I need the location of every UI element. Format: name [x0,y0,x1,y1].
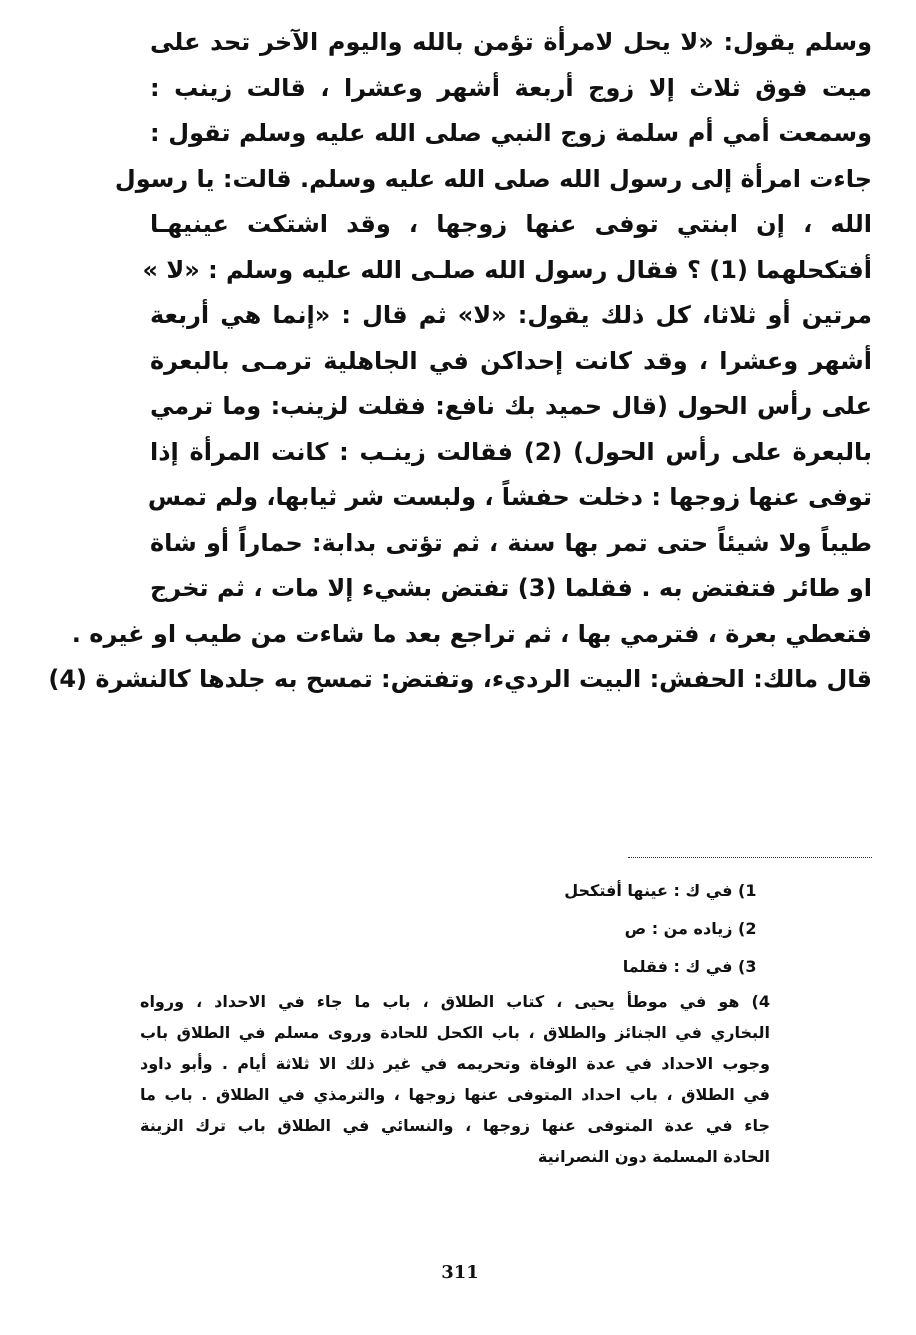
footnote-2 [140,910,770,948]
footnote-line: وجوب الاحداد في عدة الوفاة وتحريمه في غير ذلك الا ثلاثة أيام . وأبو داود [140,1054,770,1073]
text-line: على رأس الحول (قال حميد بك نافع: فقلت لزينب: وما ترمي [150,392,872,420]
text-line: فتعطي بعرة ، فترمي بها ، ثم تراجع بعد ما شاءت من طيب او غيره . [71,619,872,648]
page-number: 311 [441,1262,479,1283]
footnote-text: في ك : فقلما [622,957,733,976]
footnotes [140,872,770,1172]
footnote-1 [140,872,770,910]
text-line: قال مالك: الحفش: البيت الرديء، وتفتض: تمسح به جلدها كالنشرة (4) [48,665,872,693]
footnote-number: 4) [751,992,770,1011]
text-line: جاءت امرأة إلى رسول الله صلى الله عليه وسلم. قالت: يا رسول [114,164,872,193]
footnote-line [140,986,770,1017]
text-line: أشهر وعشرا ، وقد كانت إحداكن في الجاهلية ترمـى بالبعرة [150,346,872,375]
footnote-text: هو في موطأ يحيى ، كتاب الطلاق ، باب ما جاء في الاحداد ، ورواه [140,992,740,1011]
text-line: ميت فوق ثلاث إلا زوج أربعة أشهر وعشرا ، قالت زينب : [150,73,872,102]
footnote-line: جاء في عدة المتوفى عنها زوجها ، والنسائي في الطلاق باب ترك الزينة [140,1116,770,1135]
text-line: بالبعرة على رأس الحول) (2) فقالت زينـب : كانت المرأة إذا [150,437,872,466]
footnote-3 [140,948,770,986]
main-text [48,20,872,703]
text-line: توفى عنها زوجها : دخلت حفشاً ، ولبست شر ثيابها، ولم تمس [147,483,872,511]
footnote-text: في ك : عينها أفتكحل [564,881,733,900]
text-line: مرتين أو ثلاثا، كل ذلك يقول: «لا» ثم قال : «إنما هي أربعة [150,301,872,329]
footnote-number: 3) [738,957,757,976]
text-line: او طائر فتفتض به . فقلما (3) تفتض بشيء إلا مات ، ثم تخرج [150,574,872,602]
text-line: وسمعت أمي أم سلمة زوج النبي صلى الله عليه وسلم تقول : [150,119,872,147]
footnote-separator [628,857,872,858]
footnote-number: 1) [738,881,757,900]
footnote-line: الحادة المسلمة دون النصرانية [537,1147,770,1166]
text-line: طيباً ولا شيئاً حتى تمر بها سنة ، ثم تؤتى بدابة: حماراً أو شاة [150,528,872,557]
footnote-text: زياده من : ص [624,919,733,938]
footnote-line: في الطلاق ، باب احداد المتوفى عنها زوجها ، والترمذي في الطلاق . باب ما [140,1085,770,1104]
footnote-4 [140,986,770,1172]
footnote-number: 2) [738,919,757,938]
footnote-line: البخاري في الجنائز والطلاق ، باب الكحل للحادة وروى مسلم في الطلاق باب [140,1023,770,1042]
text-line: وسلم يقول: «لا يحل لامرأة تؤمن بالله واليوم الآخر تحد على [150,28,872,56]
text-line: أفتكحلهما (1) ؟ فقال رسول الله صلـى الله عليه وسلم : «لا » [142,255,872,284]
text-line: الله ، إن ابنتي توفى عنها زوجها ، وقد اشتكت عينيهـا [150,210,872,238]
